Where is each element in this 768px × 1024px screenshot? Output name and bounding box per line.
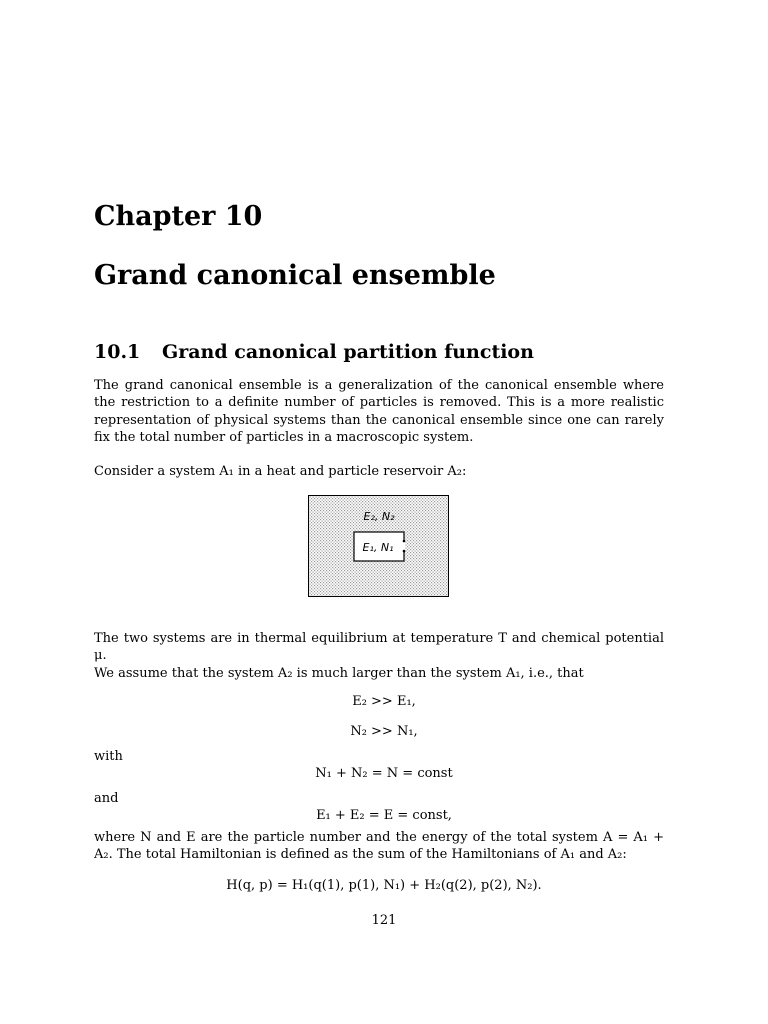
page-number: 121	[371, 913, 397, 928]
equation-energy-inequality: E₂ >> E₁,	[352, 694, 416, 709]
paragraph-hamiltonian: where N and E are the particle number and the energy of the total system A = A₁ + A₂. The total Hamiltonian is defined as the sum of the Hamiltonians of A₁ and A₂:	[94, 830, 664, 863]
paragraph-intro: The grand canonical ensemble is a generalization of the canonical ensemble where the restriction to a definite number of particles is removed. This is a more realistic representation of physical systems than the canonical ensemble since one can rarely fix the total number of particles in a macroscopic system.	[94, 378, 664, 446]
chapter-label: Chapter 10	[94, 201, 263, 232]
system-label: E₁, N₁	[362, 541, 394, 554]
equation-particle-conservation: N₁ + N₂ = N = const	[315, 766, 453, 781]
reservoir-figure	[308, 495, 450, 599]
reservoir-label: E₂, N₂	[363, 510, 395, 523]
connector-and: and	[94, 791, 119, 806]
paragraph-assumption: We assume that the system A₂ is much larger than the system A₁, i.e., that	[94, 666, 584, 681]
section-number: 10.1	[94, 341, 141, 363]
chapter-title: Grand canonical ensemble	[94, 260, 496, 291]
paragraph-equilibrium: The two systems are in thermal equilibrium at temperature T and chemical potential μ.	[94, 631, 664, 664]
paragraph-consider: Consider a system A₁ in a heat and particle reservoir A₂:	[94, 464, 467, 479]
connector-with: with	[94, 749, 123, 764]
opening-dot-bottom	[403, 550, 406, 553]
equation-particle-inequality: N₂ >> N₁,	[350, 724, 418, 739]
opening-dot-top	[403, 540, 406, 543]
section-title: Grand canonical partition function	[162, 341, 534, 363]
equation-hamiltonian: H(q, p) = H₁(q(1), p(1), N₁) + H₂(q(2), p(2), N₂).	[226, 878, 542, 893]
equation-energy-conservation: E₁ + E₂ = E = const,	[316, 808, 452, 823]
